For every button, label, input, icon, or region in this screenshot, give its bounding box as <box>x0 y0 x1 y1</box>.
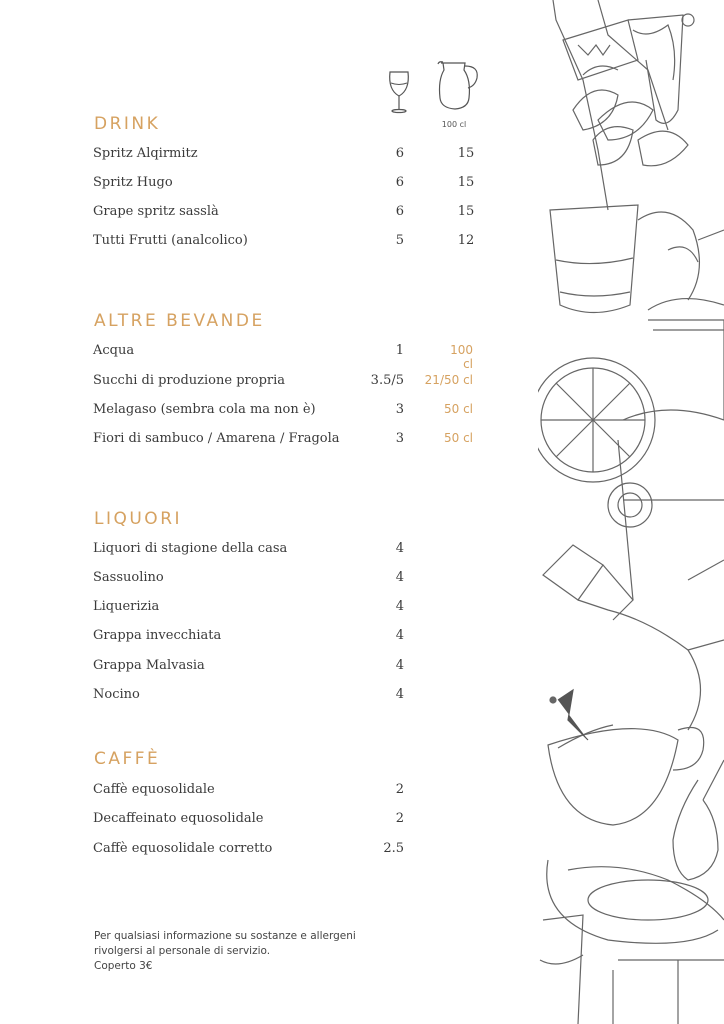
menu-item <box>93 841 493 861</box>
item-name: Fiori di sambuco / Amarena / Fragola <box>93 431 340 446</box>
menu-item <box>93 233 493 253</box>
menu-item <box>93 146 493 166</box>
cover-charge: Coperto 3€ <box>94 960 153 972</box>
menu-item <box>93 811 493 831</box>
item-price: 4 <box>395 541 404 556</box>
menu-item <box>93 628 493 648</box>
item-price: 3 <box>395 402 404 417</box>
menu-item <box>93 782 493 802</box>
item-size: 21/50 cl <box>424 373 473 387</box>
item-price: 4 <box>395 658 404 673</box>
item-price: 2 <box>395 782 404 797</box>
item-price: 4 <box>395 687 404 702</box>
item-price: 4 <box>395 570 404 585</box>
menu-item <box>93 658 493 678</box>
item-name: Sassuolino <box>93 570 164 585</box>
item-price-jug: 12 <box>457 233 475 248</box>
allergen-notice <box>94 929 356 974</box>
item-price: 4 <box>395 599 404 614</box>
item-price-glass: 6 <box>395 204 404 219</box>
item-name: Decaffeinato equosolidale <box>93 811 264 826</box>
item-price: 2 <box>395 811 404 826</box>
menu-item <box>93 541 493 561</box>
item-name: Tutti Frutti (analcolico) <box>93 233 248 248</box>
item-price: 2.5 <box>383 841 404 856</box>
item-name: Melagaso (sembra cola ma non è) <box>93 402 316 417</box>
item-price: 3.5/5 <box>370 373 404 388</box>
item-name: Liquori di stagione della casa <box>93 541 288 556</box>
drinks-sketch-illustration <box>538 0 724 1024</box>
menu-item <box>93 204 493 224</box>
item-name: Liquerizia <box>93 599 160 614</box>
menu-item <box>93 175 493 195</box>
section-title-drink: DRINK <box>94 114 161 134</box>
item-name: Nocino <box>93 687 140 702</box>
jug-volume-label: 100 cl <box>441 120 467 129</box>
item-size: 50 cl <box>443 402 473 416</box>
section-title-liquori: LIQUORI <box>94 509 183 529</box>
item-name: Grappa Malvasia <box>93 658 205 673</box>
item-price-glass: 5 <box>395 233 404 248</box>
menu-item <box>93 343 493 371</box>
item-name: Spritz Hugo <box>93 175 173 190</box>
item-price-glass: 6 <box>395 146 404 161</box>
section-title-caffe: CAFFÈ <box>94 749 161 769</box>
menu-item <box>93 599 493 619</box>
footer-line: Per qualsiasi informazione su sostanze e allergeni <box>94 930 356 942</box>
menu-item <box>93 431 493 451</box>
item-price-glass: 6 <box>395 175 404 190</box>
menu-item <box>93 402 493 422</box>
item-price: 1 <box>395 343 404 358</box>
carafe-icon <box>435 60 483 112</box>
footer-line: rivolgersi al personale di servizio. <box>94 945 271 957</box>
item-name: Caffè equosolidale corretto <box>93 841 273 856</box>
menu-item <box>93 373 493 393</box>
menu-item <box>93 687 493 707</box>
item-name: Caffè equosolidale <box>93 782 215 797</box>
item-price-jug: 15 <box>457 204 475 219</box>
item-name: Succhi di produzione propria <box>93 373 286 388</box>
item-name: Spritz Alqirmitz <box>93 146 198 161</box>
item-size: 100 cl <box>450 343 473 371</box>
item-name: Grape spritz sasslà <box>93 204 219 219</box>
item-name: Acqua <box>93 343 135 358</box>
item-price-jug: 15 <box>457 175 475 190</box>
item-price: 4 <box>395 628 404 643</box>
item-size: 50 cl <box>443 431 473 445</box>
wine-glass-icon <box>387 70 411 114</box>
item-name: Grappa invecchiata <box>93 628 222 643</box>
menu-item <box>93 570 493 590</box>
item-price-jug: 15 <box>457 146 475 161</box>
item-price: 3 <box>395 431 404 446</box>
section-title-altre-bevande: ALTRE BEVANDE <box>94 311 265 331</box>
